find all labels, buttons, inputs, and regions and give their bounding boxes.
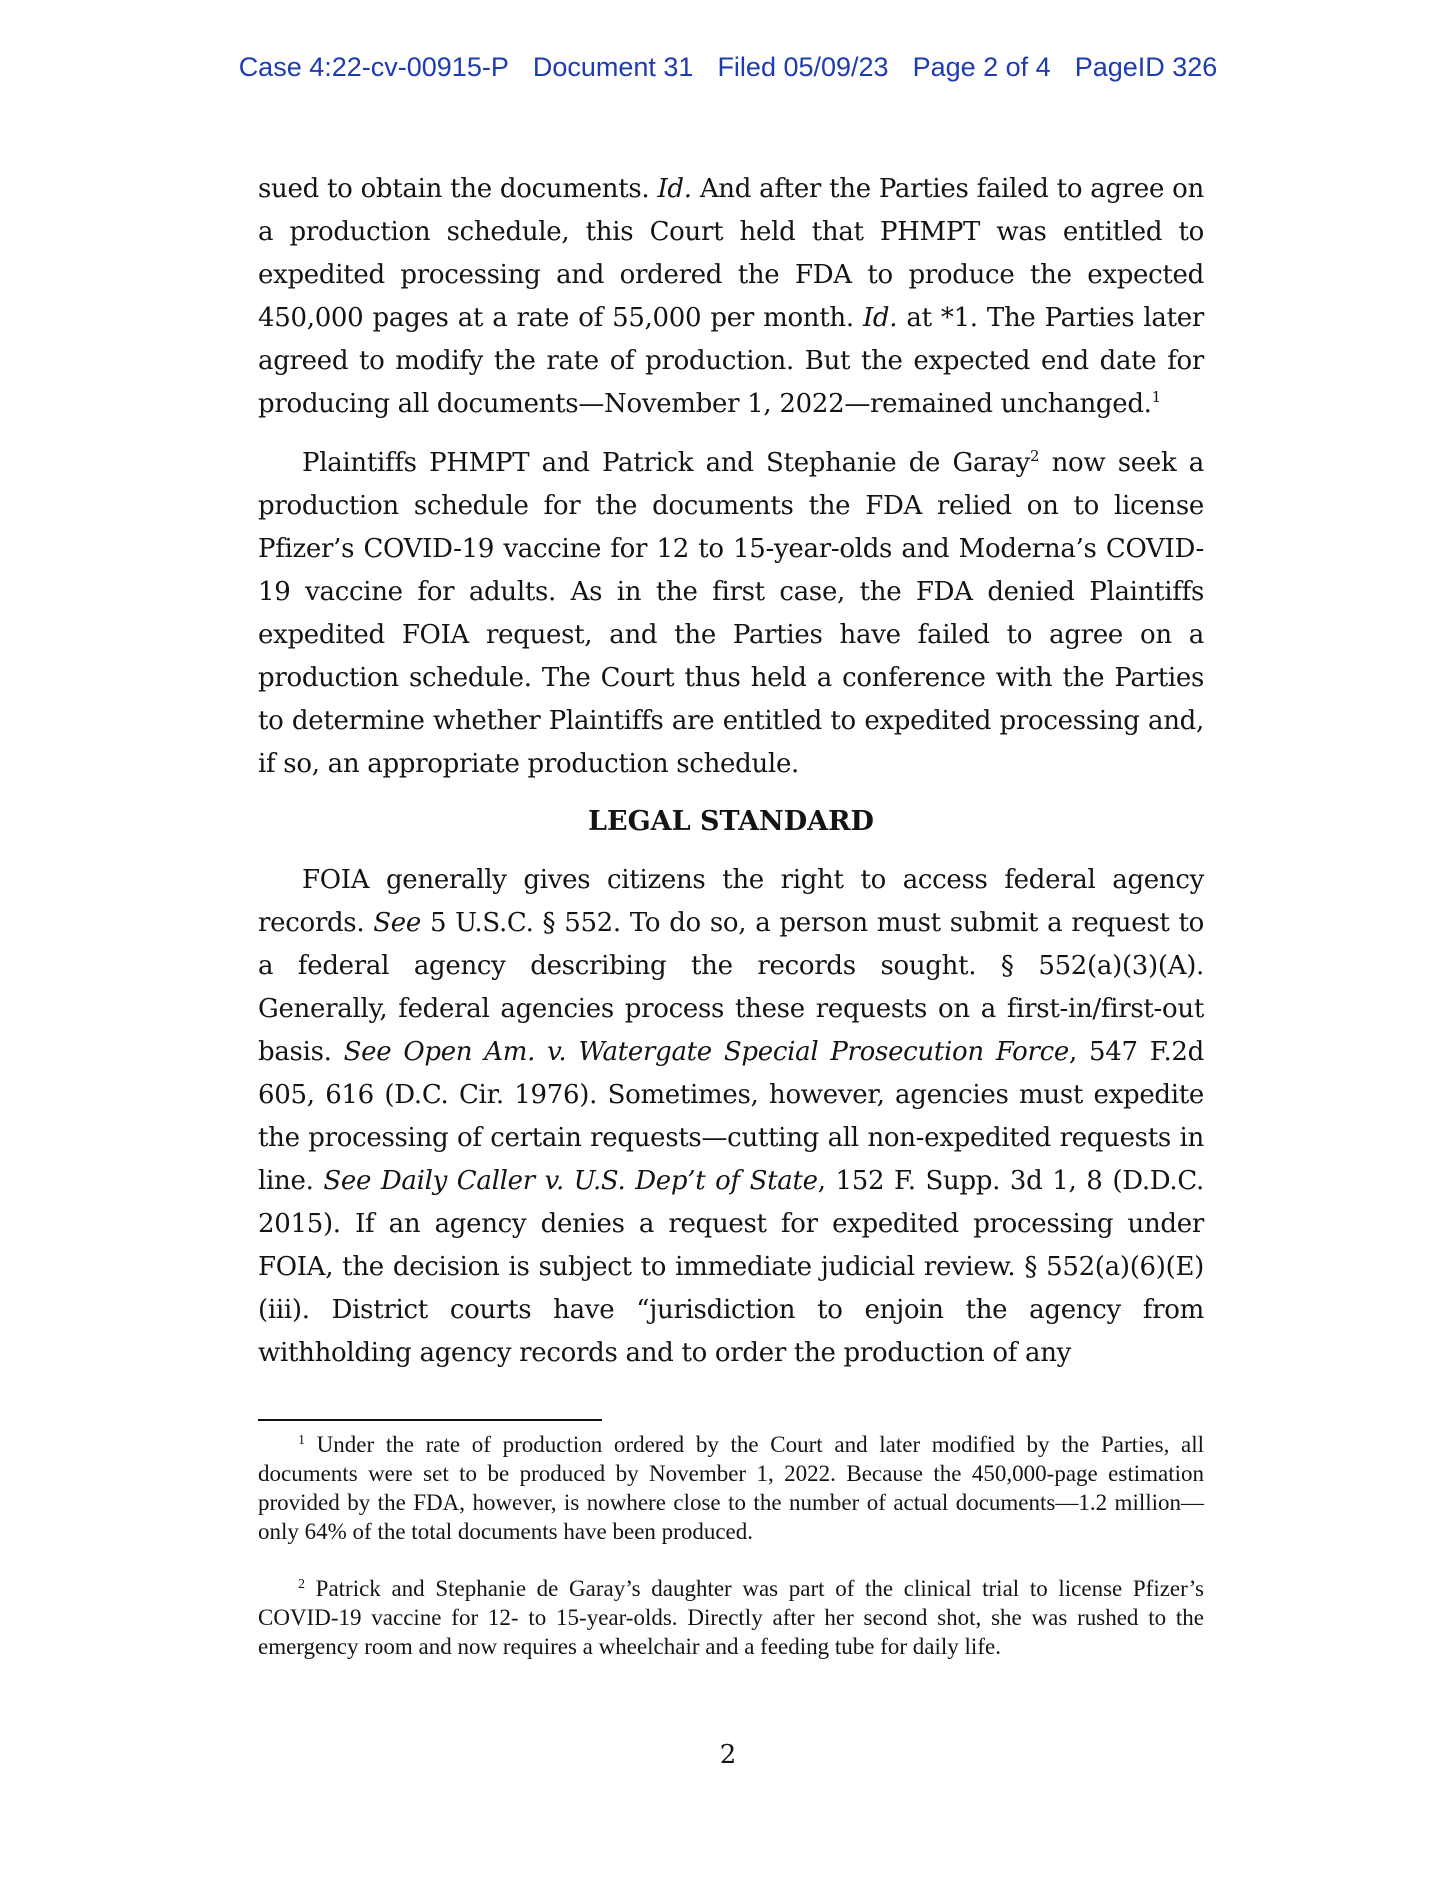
id-citation: Id. [862,303,898,333]
page-count: Page 2 of 4 [912,52,1051,82]
footnote-2 [258,1574,1204,1661]
footnote-text: Under the rate of production ordered by the Court and later modified by the Parties, all documents were set to be produced by November 1, 2022. Because the 450,000-page estimation provided by the FDA, however, is nowhere close to the number of actual documents—1.2 million—only 64% of the total documents have been produced. [258,1432,1204,1544]
document-body [258,168,1204,1375]
footnote-number: 1 [298,1433,305,1448]
case-header [0,52,1456,83]
footnote-ref-2: 2 [1029,447,1040,465]
paragraph-3-text-b: 5 U.S.C. § 552. To do so, a person must submit a request to a federal agency describing the records sought. § 552(a)(3)(A). Generally, federal agencies process these requests on a first-in/first-out basis. [258,908,1204,1067]
paragraph-3-text-d: , 152 F. Supp. 3d 1, 8 (D.D.C. 2015). If an agency denies a request for expedited processing under FOIA, the decision is subject to immediate judicial review. § 552(a)(6)(E)(iii). District courts have “jurisdiction to enjoin the agency from withholding agency records and to order the production of any [258,1166,1204,1368]
page-id: PageID 326 [1074,52,1218,82]
document-number: Document 31 [532,52,694,82]
see-signal: See [373,908,421,938]
footnotes [258,1430,1204,1661]
case-citation-open-am: See Open Am. v. Watergate Special Prosecution Force [343,1037,1070,1067]
footnote-1 [258,1430,1204,1546]
paragraph-3 [258,859,1204,1375]
footnote-number: 2 [298,1577,305,1592]
paragraph-1 [258,168,1204,426]
id-citation: Id. [657,174,692,204]
paragraph-1-text-a: sued to obtain the documents. [258,174,658,204]
paragraph-1-text-b: And after the Parties failed to agree on a production schedule, this Court held that PHMPT was entitled to expedited processing and ordered the FDA to produce the expected 450,000 pages at a rate of 55,000 per month. [258,174,1204,333]
paragraph-2-text-a: Plaintiffs PHMPT and Patrick and Stephanie de Garay [302,448,1030,478]
paragraph-2 [258,442,1204,786]
page-number: 2 [719,1740,737,1770]
paragraph-3-text-a: FOIA generally gives citizens the right to access federal agency records. [258,865,1204,938]
case-number: Case 4:22-cv-00915-P [238,52,509,82]
paragraph-2-text-b: now seek a production schedule for the documents the FDA relied on to license Pfizer’s COVID-19 vaccine for 12 to 15-year-olds and Moderna’s COVID-19 vaccine for adults. As in the first case, the FDA denied Plaintiffs expedited FOIA request, and the Parties have failed to agree on a production schedule. The Court thus held a conference with the Parties to determine whether Plaintiffs are entitled to expedited processing and, if so, an appropriate production schedule. [258,448,1204,779]
footnote-text: Patrick and Stephanie de Garay’s daughter was part of the clinical trial to license Pfizer’s COVID-19 vaccine for 12- to 15-year-olds. Directly after her second shot, she was rushed to the emergency room and now requires a wheelchair and a feeding tube for daily life. [258,1576,1204,1659]
paragraph-1-text-c: at *1. The Parties later agreed to modify the rate of production. But the expected end date for producing all documents—November 1, 2022—remained unchanged. [258,303,1204,419]
case-citation-daily-caller: See Daily Caller v. U.S. Dep’t of State [323,1166,818,1196]
section-heading: LEGAL STANDARD [588,806,874,837]
paragraph-3-text-c: , 547 F.2d 605, 616 (D.C. Cir. 1976). Sometimes, however, agencies must expedite the processing of certain requests—cutting all non-expedited requests in line. [258,1037,1204,1196]
footnote-ref-1: 1 [1151,388,1161,406]
filed-date: Filed 05/09/23 [717,52,889,82]
footnote-divider [258,1419,602,1421]
